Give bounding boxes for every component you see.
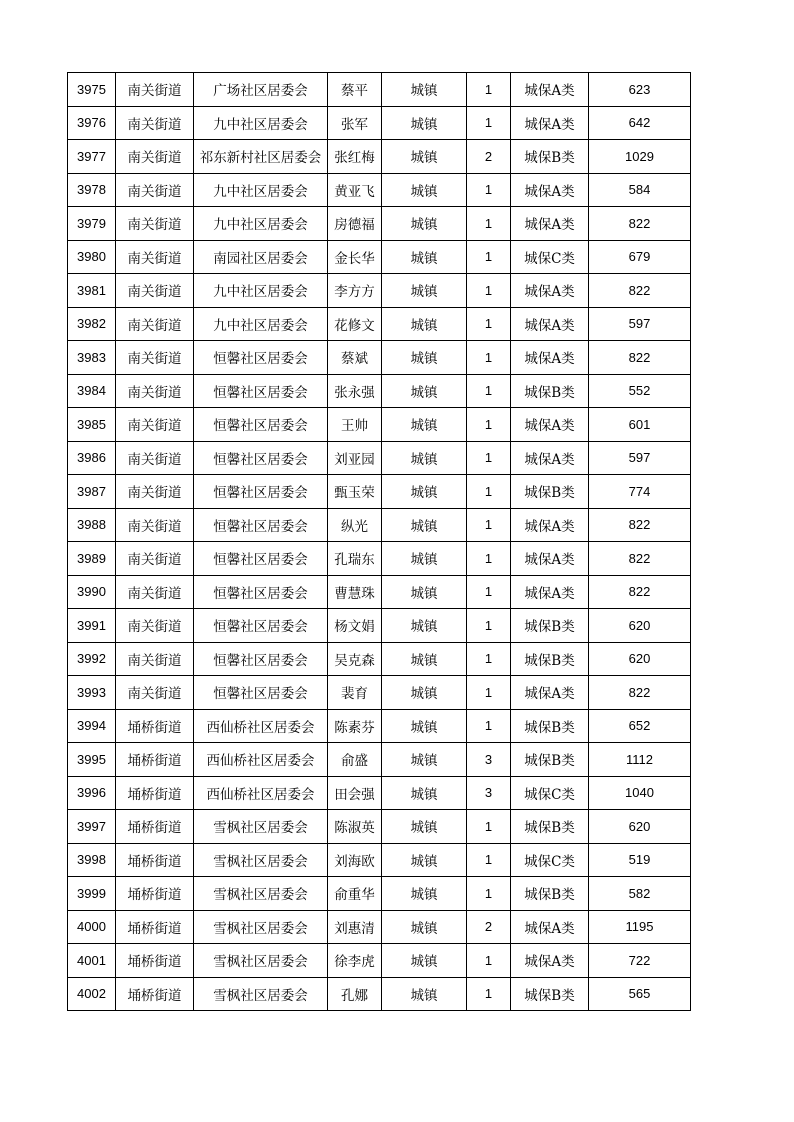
community-cell: 雪枫社区居委会 — [194, 944, 328, 978]
area-type-cell: 城镇 — [382, 944, 467, 978]
area-type-cell: 城镇 — [382, 575, 467, 609]
amount-cell: 623 — [589, 73, 691, 107]
community-cell: 恒馨社区居委会 — [194, 575, 328, 609]
community-cell: 西仙桥社区居委会 — [194, 709, 328, 743]
street-cell: 埇桥街道 — [116, 877, 194, 911]
area-type-cell: 城镇 — [382, 341, 467, 375]
community-cell: 九中社区居委会 — [194, 274, 328, 308]
insurance-category-cell: 城保B类 — [511, 743, 589, 777]
community-cell: 西仙桥社区居委会 — [194, 776, 328, 810]
serial-number-cell: 4002 — [68, 977, 116, 1011]
name-cell: 裴育 — [328, 676, 382, 710]
serial-number-cell: 4000 — [68, 910, 116, 944]
table-row — [68, 441, 691, 475]
amount-cell: 822 — [589, 676, 691, 710]
street-cell: 南关街道 — [116, 106, 194, 140]
household-size-cell: 2 — [467, 140, 511, 174]
amount-cell: 722 — [589, 944, 691, 978]
insurance-category-cell: 城保B类 — [511, 642, 589, 676]
table-row — [68, 73, 691, 107]
community-cell: 恒馨社区居委会 — [194, 609, 328, 643]
community-cell: 恒馨社区居委会 — [194, 408, 328, 442]
name-cell: 张红梅 — [328, 140, 382, 174]
serial-number-cell: 3992 — [68, 642, 116, 676]
name-cell: 甄玉荣 — [328, 475, 382, 509]
table-row — [68, 508, 691, 542]
area-type-cell: 城镇 — [382, 508, 467, 542]
area-type-cell: 城镇 — [382, 843, 467, 877]
household-size-cell: 3 — [467, 776, 511, 810]
household-size-cell: 1 — [467, 106, 511, 140]
community-cell: 九中社区居委会 — [194, 207, 328, 241]
insurance-category-cell: 城保A类 — [511, 73, 589, 107]
area-type-cell: 城镇 — [382, 106, 467, 140]
name-cell: 吴克森 — [328, 642, 382, 676]
amount-cell: 642 — [589, 106, 691, 140]
serial-number-cell: 3984 — [68, 374, 116, 408]
serial-number-cell: 3979 — [68, 207, 116, 241]
table-row — [68, 341, 691, 375]
street-cell: 埇桥街道 — [116, 709, 194, 743]
household-size-cell: 1 — [467, 642, 511, 676]
community-cell: 恒馨社区居委会 — [194, 642, 328, 676]
insurance-category-cell: 城保B类 — [511, 877, 589, 911]
street-cell: 埇桥街道 — [116, 810, 194, 844]
name-cell: 俞盛 — [328, 743, 382, 777]
name-cell: 蔡斌 — [328, 341, 382, 375]
insurance-category-cell: 城保A类 — [511, 542, 589, 576]
name-cell: 金长华 — [328, 240, 382, 274]
insurance-category-cell: 城保A类 — [511, 341, 589, 375]
table-row — [68, 408, 691, 442]
community-cell: 西仙桥社区居委会 — [194, 743, 328, 777]
household-size-cell: 1 — [467, 73, 511, 107]
table-row — [68, 810, 691, 844]
area-type-cell: 城镇 — [382, 374, 467, 408]
name-cell: 陈淑英 — [328, 810, 382, 844]
amount-cell: 565 — [589, 977, 691, 1011]
name-cell: 田会强 — [328, 776, 382, 810]
table-row — [68, 743, 691, 777]
area-type-cell: 城镇 — [382, 877, 467, 911]
household-size-cell: 1 — [467, 843, 511, 877]
name-cell: 杨文娟 — [328, 609, 382, 643]
street-cell: 南关街道 — [116, 441, 194, 475]
area-type-cell: 城镇 — [382, 140, 467, 174]
table-row — [68, 575, 691, 609]
serial-number-cell: 3975 — [68, 73, 116, 107]
insurance-category-cell: 城保A类 — [511, 408, 589, 442]
name-cell: 王帅 — [328, 408, 382, 442]
name-cell: 孔娜 — [328, 977, 382, 1011]
record-table-body — [68, 73, 691, 1011]
table-row — [68, 374, 691, 408]
name-cell: 刘海欧 — [328, 843, 382, 877]
table-row — [68, 676, 691, 710]
serial-number-cell: 3983 — [68, 341, 116, 375]
amount-cell: 1040 — [589, 776, 691, 810]
street-cell: 南关街道 — [116, 374, 194, 408]
community-cell: 恒馨社区居委会 — [194, 542, 328, 576]
community-cell: 恒馨社区居委会 — [194, 676, 328, 710]
amount-cell: 620 — [589, 609, 691, 643]
table-row — [68, 274, 691, 308]
insurance-category-cell: 城保C类 — [511, 240, 589, 274]
area-type-cell: 城镇 — [382, 475, 467, 509]
table-row — [68, 475, 691, 509]
table-row — [68, 207, 691, 241]
household-size-cell: 1 — [467, 810, 511, 844]
amount-cell: 822 — [589, 341, 691, 375]
amount-cell: 620 — [589, 810, 691, 844]
area-type-cell: 城镇 — [382, 307, 467, 341]
amount-cell: 1195 — [589, 910, 691, 944]
amount-cell: 1029 — [589, 140, 691, 174]
table-row — [68, 609, 691, 643]
household-size-cell: 1 — [467, 475, 511, 509]
street-cell: 南关街道 — [116, 274, 194, 308]
household-size-cell: 1 — [467, 341, 511, 375]
table-row — [68, 910, 691, 944]
amount-cell: 1112 — [589, 743, 691, 777]
street-cell: 南关街道 — [116, 240, 194, 274]
street-cell: 南关街道 — [116, 307, 194, 341]
serial-number-cell: 3986 — [68, 441, 116, 475]
insurance-category-cell: 城保A类 — [511, 173, 589, 207]
serial-number-cell: 3997 — [68, 810, 116, 844]
name-cell: 花修文 — [328, 307, 382, 341]
area-type-cell: 城镇 — [382, 776, 467, 810]
community-cell: 广场社区居委会 — [194, 73, 328, 107]
table-row — [68, 944, 691, 978]
record-table — [67, 72, 691, 1011]
insurance-category-cell: 城保A类 — [511, 944, 589, 978]
community-cell: 恒馨社区居委会 — [194, 508, 328, 542]
name-cell: 黄亚飞 — [328, 173, 382, 207]
serial-number-cell: 3999 — [68, 877, 116, 911]
insurance-category-cell: 城保B类 — [511, 609, 589, 643]
insurance-category-cell: 城保A类 — [511, 441, 589, 475]
record-table-container — [67, 72, 691, 1011]
street-cell: 埇桥街道 — [116, 944, 194, 978]
household-size-cell: 1 — [467, 977, 511, 1011]
community-cell: 雪枫社区居委会 — [194, 877, 328, 911]
area-type-cell: 城镇 — [382, 173, 467, 207]
street-cell: 南关街道 — [116, 73, 194, 107]
serial-number-cell: 3978 — [68, 173, 116, 207]
household-size-cell: 1 — [467, 374, 511, 408]
amount-cell: 597 — [589, 307, 691, 341]
name-cell: 陈素芬 — [328, 709, 382, 743]
area-type-cell: 城镇 — [382, 977, 467, 1011]
area-type-cell: 城镇 — [382, 240, 467, 274]
street-cell: 南关街道 — [116, 207, 194, 241]
amount-cell: 822 — [589, 508, 691, 542]
street-cell: 埇桥街道 — [116, 843, 194, 877]
community-cell: 祁东新村社区居委会 — [194, 140, 328, 174]
table-row — [68, 843, 691, 877]
street-cell: 南关街道 — [116, 140, 194, 174]
household-size-cell: 1 — [467, 944, 511, 978]
insurance-category-cell: 城保A类 — [511, 207, 589, 241]
street-cell: 南关街道 — [116, 475, 194, 509]
insurance-category-cell: 城保A类 — [511, 106, 589, 140]
street-cell: 南关街道 — [116, 408, 194, 442]
amount-cell: 620 — [589, 642, 691, 676]
area-type-cell: 城镇 — [382, 709, 467, 743]
serial-number-cell: 3976 — [68, 106, 116, 140]
insurance-category-cell: 城保C类 — [511, 776, 589, 810]
street-cell: 南关街道 — [116, 676, 194, 710]
name-cell: 纵光 — [328, 508, 382, 542]
name-cell: 李方方 — [328, 274, 382, 308]
amount-cell: 601 — [589, 408, 691, 442]
serial-number-cell: 3998 — [68, 843, 116, 877]
household-size-cell: 1 — [467, 441, 511, 475]
serial-number-cell: 3980 — [68, 240, 116, 274]
name-cell: 张永强 — [328, 374, 382, 408]
area-type-cell: 城镇 — [382, 274, 467, 308]
community-cell: 九中社区居委会 — [194, 173, 328, 207]
serial-number-cell: 3988 — [68, 508, 116, 542]
household-size-cell: 1 — [467, 173, 511, 207]
community-cell: 九中社区居委会 — [194, 307, 328, 341]
amount-cell: 582 — [589, 877, 691, 911]
insurance-category-cell: 城保A类 — [511, 910, 589, 944]
household-size-cell: 3 — [467, 743, 511, 777]
area-type-cell: 城镇 — [382, 642, 467, 676]
amount-cell: 552 — [589, 374, 691, 408]
street-cell: 南关街道 — [116, 173, 194, 207]
community-cell: 南园社区居委会 — [194, 240, 328, 274]
amount-cell: 822 — [589, 207, 691, 241]
name-cell: 孔瑞东 — [328, 542, 382, 576]
name-cell: 房德福 — [328, 207, 382, 241]
name-cell: 曹慧珠 — [328, 575, 382, 609]
table-row — [68, 776, 691, 810]
community-cell: 恒馨社区居委会 — [194, 475, 328, 509]
community-cell: 雪枫社区居委会 — [194, 977, 328, 1011]
community-cell: 雪枫社区居委会 — [194, 910, 328, 944]
serial-number-cell: 3993 — [68, 676, 116, 710]
household-size-cell: 1 — [467, 575, 511, 609]
area-type-cell: 城镇 — [382, 910, 467, 944]
amount-cell: 519 — [589, 843, 691, 877]
household-size-cell: 1 — [467, 307, 511, 341]
area-type-cell: 城镇 — [382, 743, 467, 777]
table-row — [68, 240, 691, 274]
insurance-category-cell: 城保C类 — [511, 843, 589, 877]
amount-cell: 679 — [589, 240, 691, 274]
name-cell: 刘亚园 — [328, 441, 382, 475]
household-size-cell: 1 — [467, 877, 511, 911]
area-type-cell: 城镇 — [382, 542, 467, 576]
table-row — [68, 542, 691, 576]
amount-cell: 652 — [589, 709, 691, 743]
insurance-category-cell: 城保A类 — [511, 307, 589, 341]
area-type-cell: 城镇 — [382, 441, 467, 475]
household-size-cell: 1 — [467, 207, 511, 241]
serial-number-cell: 3996 — [68, 776, 116, 810]
serial-number-cell: 3977 — [68, 140, 116, 174]
serial-number-cell: 3994 — [68, 709, 116, 743]
household-size-cell: 1 — [467, 709, 511, 743]
household-size-cell: 1 — [467, 676, 511, 710]
street-cell: 埇桥街道 — [116, 776, 194, 810]
street-cell: 埇桥街道 — [116, 977, 194, 1011]
serial-number-cell: 3987 — [68, 475, 116, 509]
street-cell: 南关街道 — [116, 341, 194, 375]
table-row — [68, 173, 691, 207]
community-cell: 雪枫社区居委会 — [194, 843, 328, 877]
insurance-category-cell: 城保B类 — [511, 475, 589, 509]
household-size-cell: 1 — [467, 274, 511, 308]
community-cell: 恒馨社区居委会 — [194, 374, 328, 408]
serial-number-cell: 3985 — [68, 408, 116, 442]
amount-cell: 822 — [589, 575, 691, 609]
household-size-cell: 1 — [467, 508, 511, 542]
household-size-cell: 1 — [467, 542, 511, 576]
name-cell: 张军 — [328, 106, 382, 140]
street-cell: 埇桥街道 — [116, 910, 194, 944]
household-size-cell: 1 — [467, 408, 511, 442]
area-type-cell: 城镇 — [382, 609, 467, 643]
insurance-category-cell: 城保A类 — [511, 676, 589, 710]
community-cell: 恒馨社区居委会 — [194, 341, 328, 375]
household-size-cell: 1 — [467, 240, 511, 274]
serial-number-cell: 3991 — [68, 609, 116, 643]
serial-number-cell: 4001 — [68, 944, 116, 978]
street-cell: 南关街道 — [116, 642, 194, 676]
insurance-category-cell: 城保B类 — [511, 977, 589, 1011]
table-row — [68, 106, 691, 140]
area-type-cell: 城镇 — [382, 810, 467, 844]
insurance-category-cell: 城保B类 — [511, 709, 589, 743]
area-type-cell: 城镇 — [382, 73, 467, 107]
area-type-cell: 城镇 — [382, 676, 467, 710]
serial-number-cell: 3995 — [68, 743, 116, 777]
amount-cell: 597 — [589, 441, 691, 475]
table-row — [68, 307, 691, 341]
table-row — [68, 642, 691, 676]
insurance-category-cell: 城保B类 — [511, 374, 589, 408]
community-cell: 九中社区居委会 — [194, 106, 328, 140]
table-row — [68, 140, 691, 174]
insurance-category-cell: 城保B类 — [511, 140, 589, 174]
insurance-category-cell: 城保B类 — [511, 810, 589, 844]
insurance-category-cell: 城保A类 — [511, 274, 589, 308]
name-cell: 俞重华 — [328, 877, 382, 911]
area-type-cell: 城镇 — [382, 408, 467, 442]
insurance-category-cell: 城保A类 — [511, 575, 589, 609]
table-row — [68, 877, 691, 911]
community-cell: 恒馨社区居委会 — [194, 441, 328, 475]
area-type-cell: 城镇 — [382, 207, 467, 241]
serial-number-cell: 3982 — [68, 307, 116, 341]
name-cell: 刘惠清 — [328, 910, 382, 944]
street-cell: 南关街道 — [116, 609, 194, 643]
street-cell: 南关街道 — [116, 575, 194, 609]
serial-number-cell: 3989 — [68, 542, 116, 576]
street-cell: 南关街道 — [116, 508, 194, 542]
table-row — [68, 977, 691, 1011]
household-size-cell: 1 — [467, 609, 511, 643]
community-cell: 雪枫社区居委会 — [194, 810, 328, 844]
serial-number-cell: 3990 — [68, 575, 116, 609]
table-row — [68, 709, 691, 743]
serial-number-cell: 3981 — [68, 274, 116, 308]
street-cell: 南关街道 — [116, 542, 194, 576]
street-cell: 埇桥街道 — [116, 743, 194, 777]
amount-cell: 822 — [589, 542, 691, 576]
household-size-cell: 2 — [467, 910, 511, 944]
name-cell: 徐李虎 — [328, 944, 382, 978]
amount-cell: 774 — [589, 475, 691, 509]
name-cell: 蔡平 — [328, 73, 382, 107]
insurance-category-cell: 城保A类 — [511, 508, 589, 542]
amount-cell: 584 — [589, 173, 691, 207]
amount-cell: 822 — [589, 274, 691, 308]
